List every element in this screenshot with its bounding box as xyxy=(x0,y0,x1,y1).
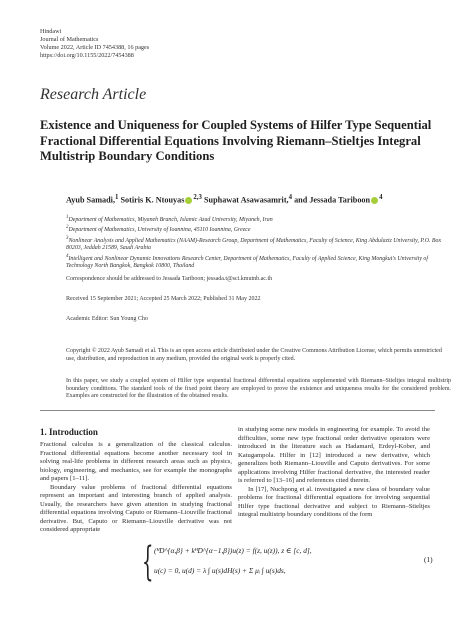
paper-title: Existence and Uniqueness for Coupled Systems of Hilfer Type Sequential Fractional Differential Equations Involving Riemann–Stieltjes Integral Multistrip Boundary Conditions xyxy=(40,118,432,163)
author-name: Ayub Samadi, xyxy=(66,195,115,205)
doi-link[interactable]: https://doi.org/10.1155/2022/7454388 xyxy=(40,52,134,59)
author-list xyxy=(66,194,446,205)
abstract: In this paper, we study a coupled system of Hilfer type sequential fractional differential equations supplemented with Riemann–Stieltjes integral multistrip boundary conditions. The standard tools of the fixed point theory are employed to prove the existence and uniqueness results for the considered problem. Examples are constructed for the illustration of the obtained results. xyxy=(66,378,451,400)
affiliations xyxy=(66,214,451,270)
copyright-notice: Copyright © 2022 Ayub Samadi et al. This is an open access article distributed under the Creative Commons Attribution License, which permits unrestricted use, distribution, and reproduction in any medium, provided the original work is properly cited. xyxy=(66,348,442,362)
affiliation-text: Department of Mathematics, University of Ioannina, 45110 Ioannina, Greece xyxy=(68,227,251,234)
orcid-icon[interactable] xyxy=(185,197,192,204)
affiliation xyxy=(66,253,451,271)
body-column-left xyxy=(40,441,232,535)
author-sup: 2,3 xyxy=(193,194,202,201)
affiliation-sup: 2 xyxy=(66,225,69,231)
affiliation-text: Nonlinear Analysis and Applied Mathematics (NAAM)-Research Group, Department of Mathematics, Faculty of Science, King Abdulaziz University, P.O. Box 80203, Jeddah 21589, Saudi Arabia xyxy=(66,237,442,252)
affiliation-sup: 1 xyxy=(66,215,69,220)
paragraph: In [17], Nuchpong et al. investigated a new class of boundary value problems for fractional differential equations for involving sequential Hilfer type fractional derivative and subject to Riemann–Stieltjes integral multistrip boundary conditions of the form xyxy=(238,485,430,518)
author-sup: 1 xyxy=(115,194,119,201)
paragraph: in studying some new models in engineering for example. To avoid the difficulties, some new type fractional order derivative operators were introduced in the literature such as Hadamard, Erdeyl-Kober, and Katugampola. Hilfer in [12] introduced a new derivative, which generalizes both Riemann–Liouville and Caputo derivatives. For some applications involving Hilfer fractional derivative, the interested reader is referred to [13–16] and references cited therein. xyxy=(238,426,430,484)
paragraph: Fractional calculus is a generalization of the classical calculus. Fractional differential equations become another necessary tool in solving real-life problems in different research areas such as physics, biology, engineering, and mechanics, see for example the monographs and papers [1–11]. xyxy=(40,441,232,482)
section-heading: 1. Introduction xyxy=(40,427,98,437)
author-sup: 4 xyxy=(379,194,383,201)
affiliation-text: Intelligent and Nonlinear Dynamic Innovations Research Center, Department of Mathematics, Faculty of Applied Science, King Mongkut's University of Technology North Bangkok, Bangkok 10800, Thailand xyxy=(66,255,428,269)
equation-line: u(c) = 0, u(d) = λ ∫ u(s)dH(s) + Σ μᵢ ∫ u(s)ds, xyxy=(154,566,286,575)
affiliation xyxy=(66,214,451,224)
body-column-right xyxy=(238,426,430,520)
paragraph: Boundary value problems of fractional differential equations represent an important and interesting branch of applied analysis. Usually, the researchers have given attention in studying fractional differential equations involving Caputo or Riemann–Liouville fractional derivative. But, Caputo or Riemann–Liouville derivative was not considered appropriate xyxy=(40,483,232,533)
left-brace: { xyxy=(142,539,154,585)
volume-info: Volume 2022, Article ID 7454388, 16 pages xyxy=(40,44,150,51)
journal-name: Journal of Mathematics xyxy=(40,36,99,43)
journal-meta xyxy=(40,28,149,60)
author-name: Sotiris K. Ntouyas xyxy=(120,195,185,205)
equation-block xyxy=(142,536,442,590)
affiliation xyxy=(66,235,451,253)
article-type: Research Article xyxy=(40,86,147,103)
equation-number: (1) xyxy=(424,555,433,564)
academic-editor: Academic Editor: Sun Young Cho xyxy=(66,316,148,322)
author-name: Suphawat Asawasamrit, xyxy=(203,195,289,205)
author-name: and Jessada Tariboon xyxy=(294,195,371,205)
affiliation xyxy=(66,224,451,234)
publisher-name: Hindawi xyxy=(40,28,62,35)
divider xyxy=(40,410,435,411)
affiliation-text: Department of Mathematics, Miyaneh Branch, Islamic Azad University, Miyaneh, Iran xyxy=(68,216,273,223)
affiliation-sup: 3 xyxy=(66,235,69,241)
author-sup: 4 xyxy=(288,194,293,201)
orcid-icon[interactable] xyxy=(371,197,378,204)
equation-line: (ᴴD^{α,β} + kᴴD^{α−1,β})u(z) = f(z, u(z)), z ∈ [c, d], xyxy=(154,546,312,555)
correspondence: Correspondence should be addressed to Jessada Tariboon; jessada.t@sci.kmutnb.ac.th xyxy=(66,276,273,282)
affiliation-sup: 4 xyxy=(66,253,69,259)
article-dates: Received 15 September 2021; Accepted 25 March 2022; Published 31 May 2022 xyxy=(66,296,261,302)
